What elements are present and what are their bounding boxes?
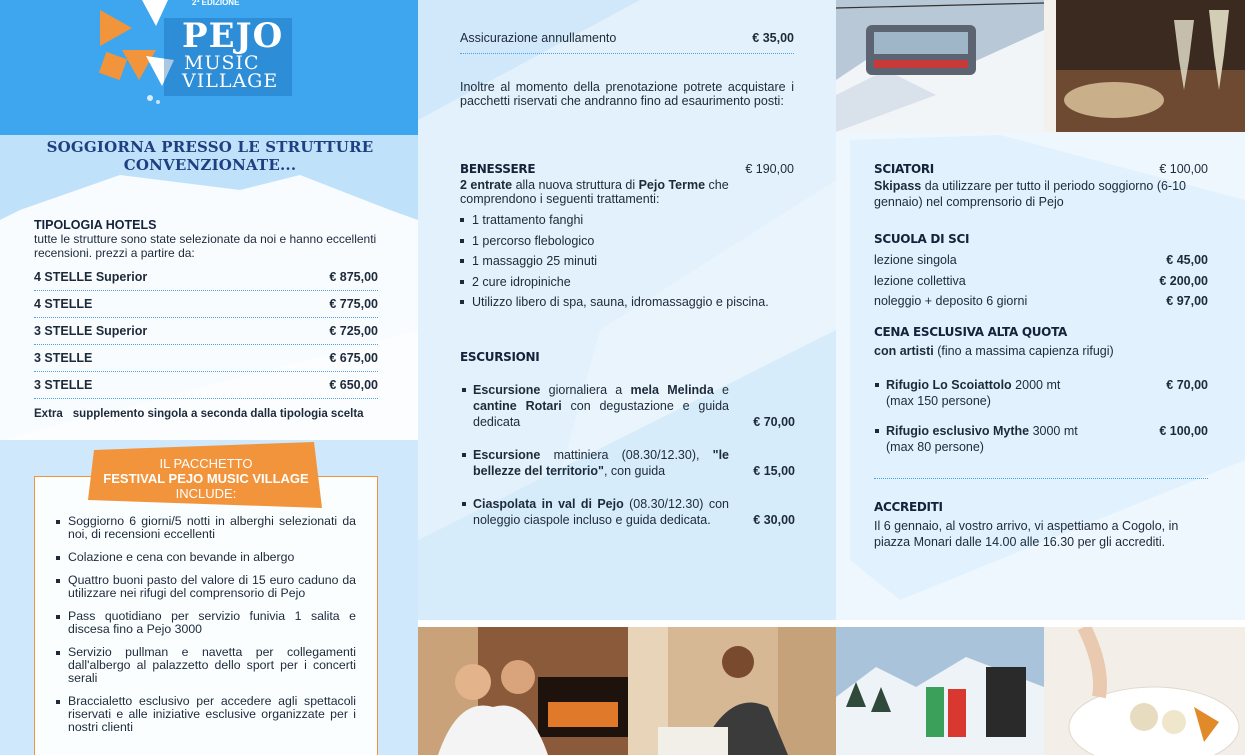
excursions-title: ESCURSIONI xyxy=(460,350,540,364)
excursion-price: € 70,00 xyxy=(753,415,795,429)
excursion-bold: Ciaspolata in val di Pejo xyxy=(473,497,624,511)
price-row xyxy=(874,250,1208,271)
wellness-desc-bold: Pejo Terme xyxy=(638,178,706,192)
package-list xyxy=(56,515,356,744)
price-row-label: lezione collettiva xyxy=(874,273,966,288)
dinner-sub-text: (fino a massima capienza rifugi) xyxy=(933,344,1114,358)
package-badge-line2: FESTIVAL PEJO MUSIC VILLAGE xyxy=(103,471,309,486)
wellness-desc-bold: 2 entrate xyxy=(460,178,513,192)
wellness-section xyxy=(460,162,794,313)
hotels-section xyxy=(34,218,378,420)
price-row xyxy=(874,291,1208,312)
refuge-altitude: 3000 mt xyxy=(1029,424,1078,438)
excursion-bold: "le bellezze del territorio" xyxy=(473,448,729,478)
accredit-title: ACCREDITI xyxy=(874,500,943,514)
hotel-price: € 875,00 xyxy=(329,270,378,284)
skiers-price: € 100,00 xyxy=(1159,162,1208,176)
extra-note xyxy=(34,408,378,420)
photo-gourmet-dish xyxy=(1044,627,1245,755)
excursion-price: € 15,00 xyxy=(753,464,795,478)
excursion-bold: Escursione xyxy=(473,383,541,397)
hotel-price: € 675,00 xyxy=(329,351,378,365)
hotel-row xyxy=(34,318,378,345)
excursion-text: giornaliera a xyxy=(540,383,631,397)
logo-word-music: MUSIC xyxy=(184,52,260,74)
photo-spa-massage xyxy=(628,627,836,755)
dinner-section xyxy=(874,325,1208,359)
wellness-description xyxy=(460,178,794,206)
list-item: Quattro buoni pasto del valore di 15 euro caduno da utilizzare nei rifugi del comprensorio di Pejo xyxy=(56,574,356,600)
excursion-text: con degustazione e guida dedicata xyxy=(473,399,729,429)
dinner-sub-bold: con artisti xyxy=(874,344,934,358)
photo-skiers xyxy=(836,627,1044,755)
divider xyxy=(874,478,1208,479)
insurance-label: Assicurazione annullamento xyxy=(460,30,617,45)
excursion-bold: cantine Rotari xyxy=(473,399,562,413)
wellness-title: BENESSERE xyxy=(460,162,536,176)
photo-cable-car xyxy=(836,0,1044,132)
skiers-desc-text: da utilizzare per tutto il periodo soggiorno (6-10 gennaio) nel comprensorio di Pejo xyxy=(874,179,1186,209)
list-item: Utilizzo libero di spa, sauna, idromassaggio e piscina. xyxy=(460,292,794,313)
package-badge-line3: INCLUDE: xyxy=(175,486,237,501)
hotel-price: € 650,00 xyxy=(329,378,378,392)
refuge-altitude: 2000 mt xyxy=(1011,378,1061,392)
extra-label: Extra xyxy=(34,408,63,420)
excursion-item xyxy=(473,447,795,479)
skiers-description xyxy=(874,178,1208,210)
list-item: Braccialetto esclusivo per accedere agli spettacoli riservati e alle iniziative esclusive organizzate per i nostri clienti xyxy=(56,695,356,734)
logo-edition: 2ª EDIZIONE xyxy=(192,0,240,7)
skiers-section xyxy=(874,162,1208,210)
hotel-row xyxy=(34,345,378,372)
wellness-desc-text: alla nuova struttura di xyxy=(512,178,639,192)
accredit-description: Il 6 gennaio, al vostro arrivo, vi aspettiamo a Cogolo, in piazza Monari dalle 14.00 alle 16.30 per gli accrediti. xyxy=(874,519,1179,549)
extra-text: supplemento singola a seconda dalla tipologia scelta xyxy=(72,408,364,420)
wellness-desc-text: che comprendono i seguenti trattamenti: xyxy=(460,178,729,206)
refuge-name: Rifugio Lo Scoiattolo xyxy=(886,378,1012,392)
excursion-text: (08.30/12.30) con noleggio ciaspole incluso e guida dedicata. xyxy=(473,497,729,527)
festival-logo xyxy=(92,0,292,110)
price-row-label: noleggio + deposito 6 giorni xyxy=(874,294,1028,308)
logo-word-pejo: PEJO xyxy=(182,16,284,56)
refuge-item xyxy=(886,423,1208,455)
dinner-subtitle xyxy=(874,343,1208,359)
excursion-item xyxy=(473,496,795,528)
dinner-title: CENA ESCLUSIVA ALTA QUOTA xyxy=(874,325,1068,339)
package-badge-line1: IL PACCHETTO xyxy=(159,456,253,471)
insurance-row xyxy=(460,22,794,54)
hotel-row xyxy=(34,264,378,291)
excursion-price: € 30,00 xyxy=(753,513,795,527)
wellness-price: € 190,00 xyxy=(745,162,794,176)
price-row-value: € 97,00 xyxy=(1166,294,1208,308)
intro-text: Inoltre al momento della prenotazione potrete acquistare i pacchetti riservati che andranno fino ad esaurimento posti: xyxy=(460,80,794,108)
hotel-row xyxy=(34,372,378,399)
accredit-section xyxy=(874,500,1208,550)
stay-title: SOGGIORNA PRESSO LE STRUTTURE CONVENZIONATE... xyxy=(46,138,374,174)
excursions-section xyxy=(460,350,794,364)
list-item: 2 cure idropiniche xyxy=(460,272,794,293)
package-badge xyxy=(88,442,324,508)
price-row-value: € 200,00 xyxy=(1159,273,1208,288)
hotel-name: 3 STELLE xyxy=(34,378,93,392)
hotel-name: 3 STELLE xyxy=(34,351,93,365)
ski-school-section xyxy=(874,232,1208,312)
hotels-description: tutte le strutture sono state selezionate da noi e hanno eccellenti recensioni. prezzi a partire da: xyxy=(34,232,377,260)
excursion-text: , con guida xyxy=(603,464,666,478)
hotel-name: 4 STELLE xyxy=(34,297,93,311)
price-row-value: € 45,00 xyxy=(1166,253,1208,267)
list-item: 1 massaggio 25 minuti xyxy=(460,251,794,272)
logo-word-village: VILLAGE xyxy=(182,70,279,92)
price-row xyxy=(874,271,1208,292)
list-item: Servizio pullman e navetta per collegamenti dall'albergo al palazzetto dello sport per i concerti serali xyxy=(56,646,356,685)
hotel-row xyxy=(34,291,378,318)
refuge-capacity: (max 150 persone) xyxy=(886,394,991,408)
photo-couple-fireplace xyxy=(418,627,628,755)
price-row-label: lezione singola xyxy=(874,253,957,267)
skiers-desc-bold: Skipass xyxy=(874,179,922,193)
skiers-title: SCIATORI xyxy=(874,162,934,176)
excursion-bold: Escursione xyxy=(473,448,541,462)
excursion-item xyxy=(473,382,795,430)
hotel-name: 3 STELLE Superior xyxy=(34,324,148,338)
refuge-price: € 100,00 xyxy=(1159,424,1208,438)
list-item: 1 percorso flebologico xyxy=(460,231,794,252)
list-item: Colazione e cena con bevande in albergo xyxy=(56,551,356,564)
excursion-text: e xyxy=(713,383,729,397)
list-item: Pass quotidiano per servizio funivia 1 salita e discesa fino a Pejo 3000 xyxy=(56,610,356,636)
excursion-bold: mela Melinda xyxy=(630,383,714,397)
refuge-item xyxy=(886,377,1208,409)
wellness-list xyxy=(460,210,794,313)
hotels-title: TIPOLOGIA HOTELS xyxy=(34,218,157,232)
list-item: Soggiorno 6 giorni/5 notti in alberghi selezionati da noi, di recensioni eccellenti xyxy=(56,515,356,541)
excursion-text: mattiniera (08.30/12.30), xyxy=(540,448,713,462)
refuge-capacity: (max 80 persone) xyxy=(886,440,984,454)
insurance-price: € 35,00 xyxy=(752,30,794,45)
ski-school-title: SCUOLA DI SCI xyxy=(874,232,970,246)
hotel-price: € 725,00 xyxy=(329,324,378,338)
hotel-name: 4 STELLE Superior xyxy=(34,270,148,284)
list-item: 1 trattamento fanghi xyxy=(460,210,794,231)
hotel-price: € 775,00 xyxy=(329,297,378,311)
photo-wine-food xyxy=(1044,0,1245,132)
refuge-name: Rifugio esclusivo Mythe xyxy=(886,424,1030,438)
refuge-price: € 70,00 xyxy=(1166,378,1208,392)
